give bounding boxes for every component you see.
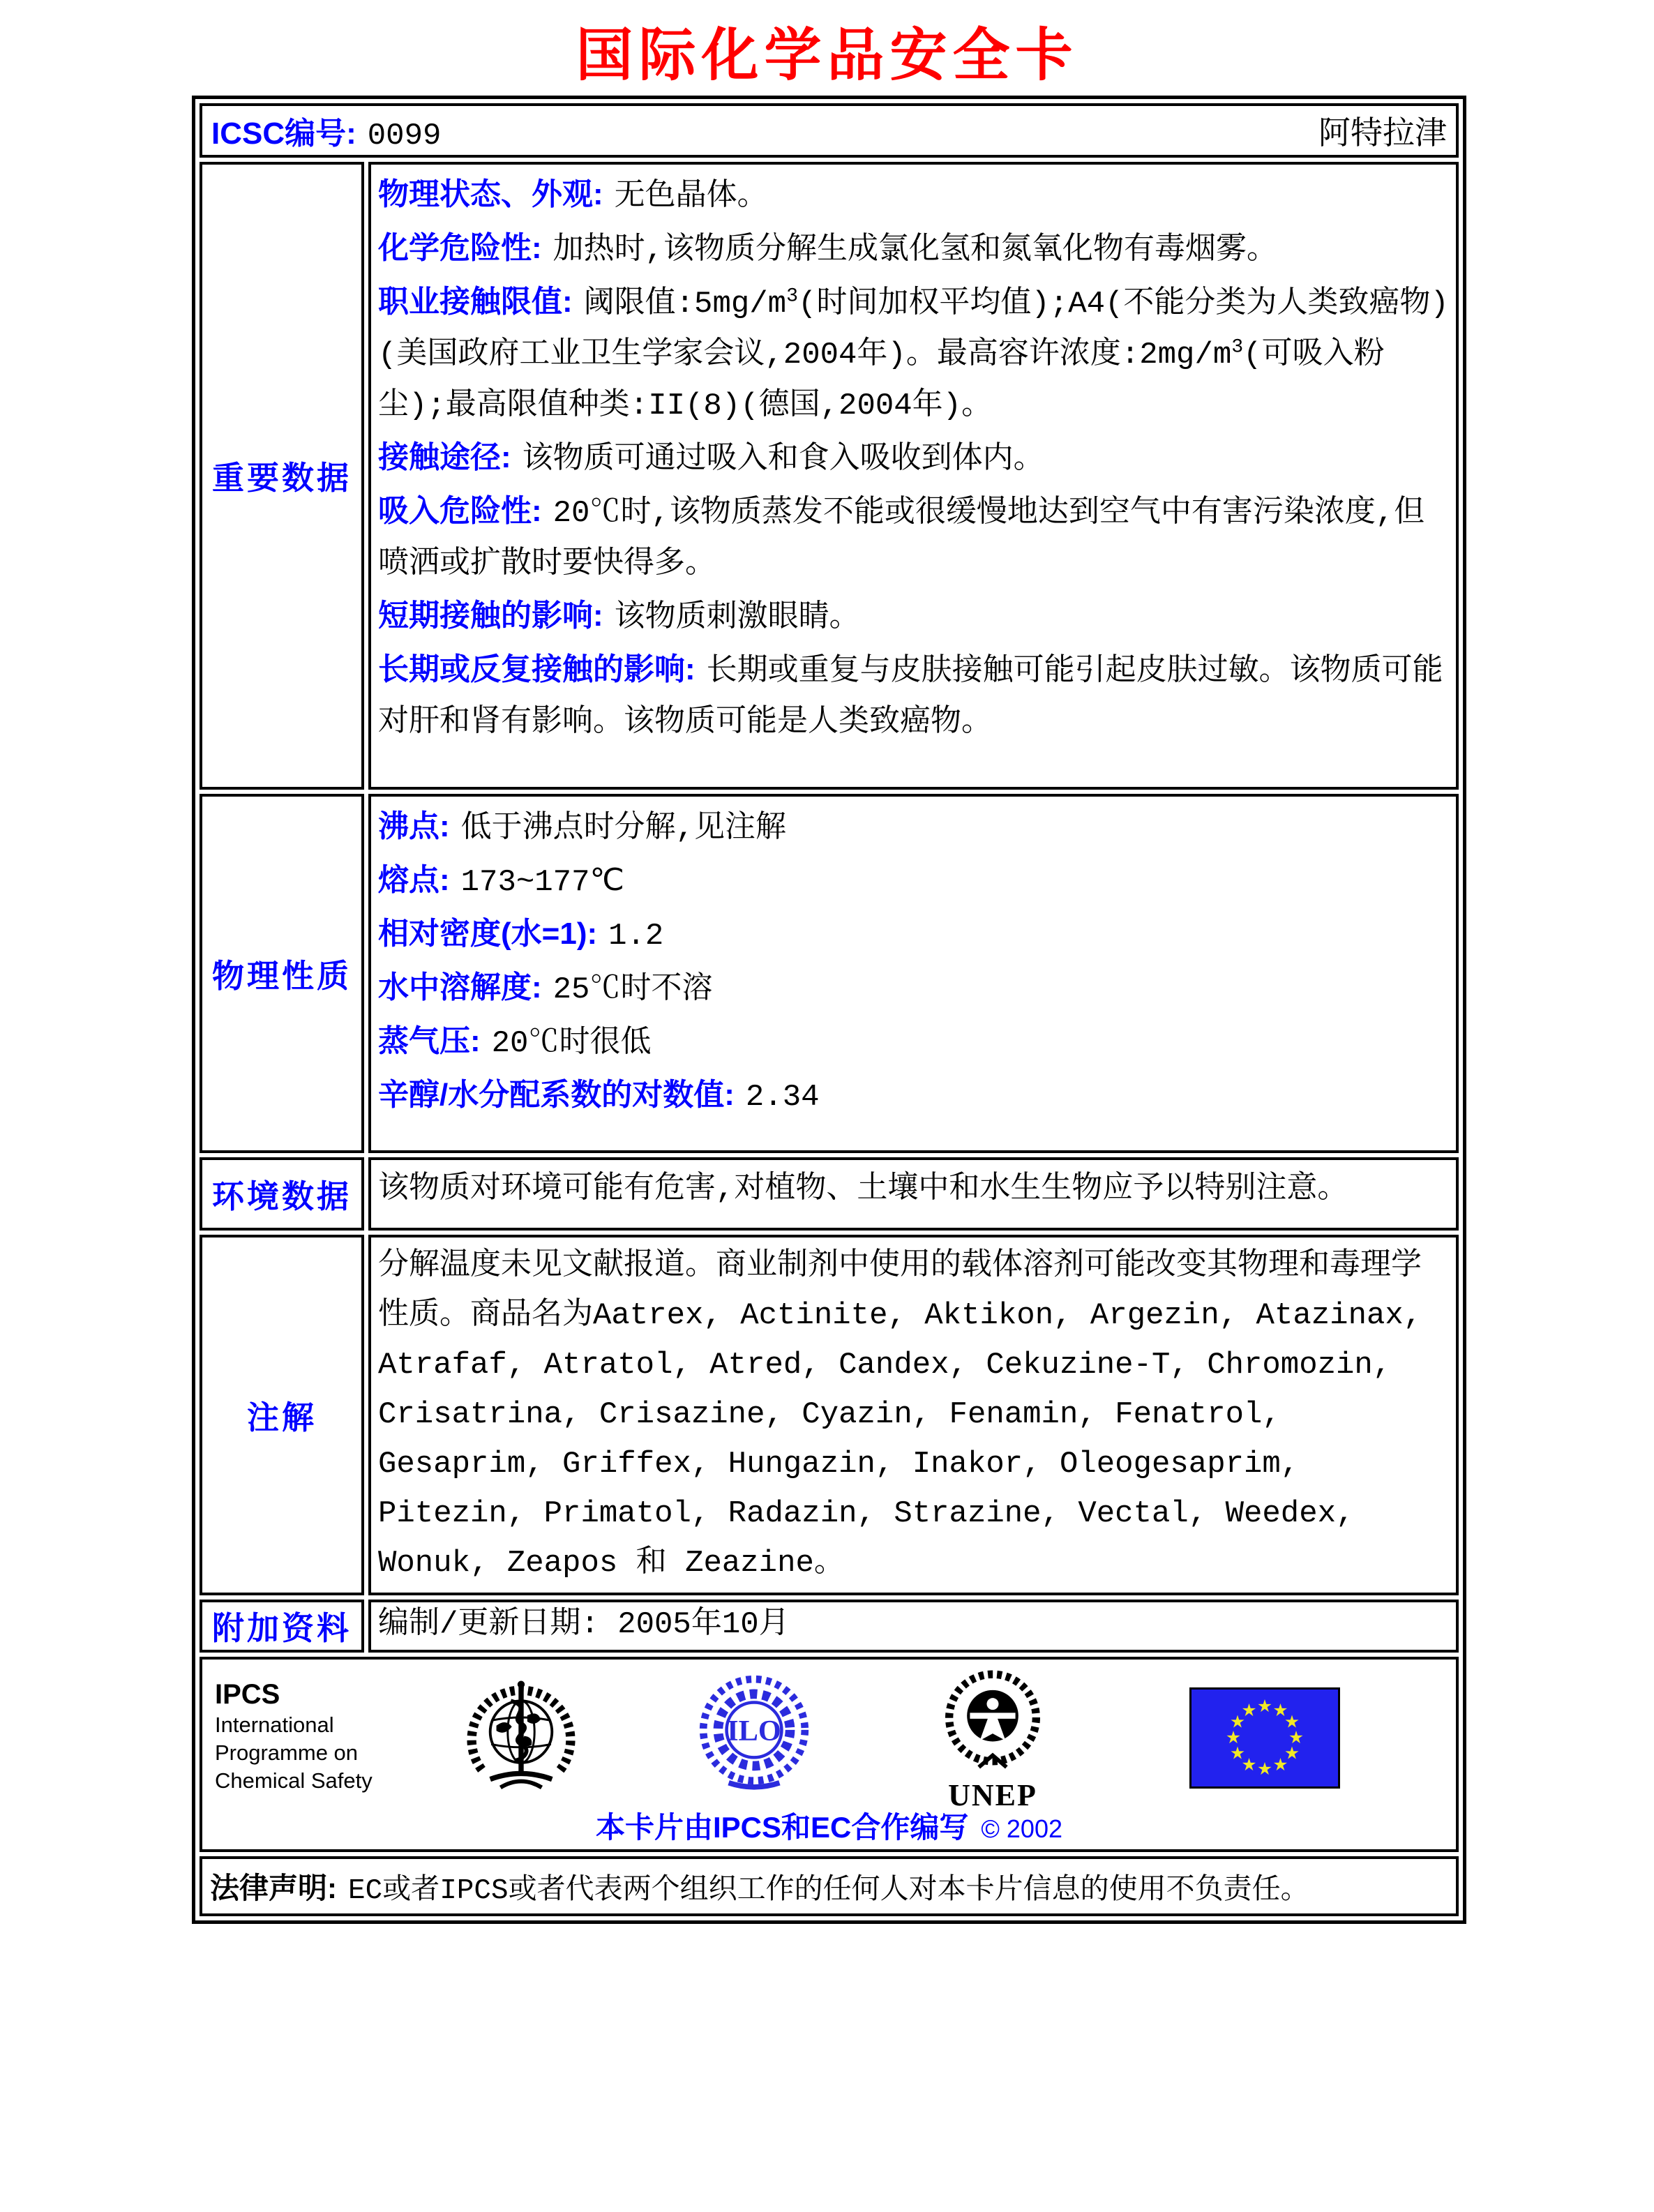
data-field	[378, 169, 1449, 223]
additional-info-label-cell	[200, 1600, 364, 1653]
additional-info-field-label: 编制/更新日期:	[378, 1607, 599, 1642]
ipcs-subtitle-line: Chemical Safety	[215, 1768, 373, 1793]
icsc-number-label: ICSC编号:	[211, 116, 356, 151]
field-label: 短期接触的影响:	[378, 599, 603, 633]
icsc-card-table	[192, 96, 1466, 1924]
legal-row	[200, 1856, 1459, 1916]
copyright-text: © 2002	[981, 1814, 1062, 1843]
important-data-label-cell	[200, 162, 364, 790]
legal-text: EC或者IPCS或者代表两个组织工作的任何人对本卡片信息的使用不负责任。	[348, 1875, 1309, 1907]
chemical-name: 阿特拉津	[1318, 115, 1447, 151]
field-value: 2.34	[745, 1080, 820, 1115]
additional-info-field-value: 2005年10月	[617, 1607, 790, 1642]
field-label: 水中溶解度:	[378, 970, 542, 1005]
legal-label: 法律声明:	[210, 1872, 337, 1904]
field-value: 20℃时,该物质蒸发不能或很缓慢地达到空气中有害污染浓度,但喷洒或扩散时要快得多。	[378, 496, 1425, 582]
ipcs-subtitle-line: Programme on	[215, 1740, 359, 1765]
logos-row	[200, 1657, 1459, 1852]
icsc-number-value: 0099	[367, 118, 442, 153]
icsc-number	[211, 108, 441, 153]
section-label-physical-properties: 物理性质	[212, 957, 352, 994]
header-cell	[200, 103, 1459, 158]
field-label: 辛醇/水分配系数的对数值:	[378, 1078, 735, 1112]
notes-content-cell	[368, 1235, 1459, 1595]
data-field	[378, 644, 1449, 748]
additional-info-row	[200, 1600, 1459, 1653]
data-field	[378, 276, 1449, 432]
physical-properties-row	[200, 794, 1459, 1153]
ipcs-subtitle-line: International	[215, 1713, 334, 1737]
data-field	[378, 962, 1449, 1016]
footer-caption	[202, 1805, 1456, 1846]
data-field	[378, 486, 1449, 590]
section-label-important-data: 重要数据	[212, 460, 352, 496]
who-icon	[459, 1672, 583, 1806]
field-label: 相对密度(水=1):	[378, 917, 598, 951]
section-label-additional-info: 附加资料	[212, 1610, 352, 1646]
environmental-data-content-cell	[368, 1157, 1459, 1231]
eu-flag-icon	[1189, 1687, 1340, 1789]
field-label: 长期或反复接触的影响:	[378, 652, 696, 686]
ipcs-block	[215, 1678, 373, 1795]
ilo-icon	[691, 1671, 818, 1798]
field-label: 吸入危险性:	[378, 494, 542, 528]
field-value: 1.2	[608, 919, 664, 954]
data-field	[378, 590, 1449, 644]
field-value: 25℃时不溶	[552, 972, 713, 1007]
data-field	[378, 1069, 1449, 1123]
field-value: 长期或重复与皮肤接触可能引起皮肤过敏。该物质可能对肝和肾有影响。该物质可能是人类致癌物。	[378, 654, 1443, 740]
field-value: 加热时,该物质分解生成氯化氢和氮氧化物有毒烟雾。	[552, 233, 1278, 268]
field-label: 职业接触限值:	[378, 285, 573, 319]
unep-icon	[933, 1668, 1052, 1813]
field-value: 该物质刺激眼睛。	[614, 601, 860, 635]
field-label: 物理状态、外观:	[378, 177, 603, 211]
field-value: 无色晶体。	[614, 179, 768, 214]
field-value: 173~177℃	[460, 865, 624, 900]
environmental-data-label-cell	[200, 1157, 364, 1231]
field-label: 蒸气压:	[378, 1024, 481, 1058]
environmental-text: 该物质对环境可能有危害,对植物、土壤中和水生生物应予以特别注意。	[378, 1172, 1348, 1207]
header-row	[200, 103, 1459, 158]
field-value: 该物质可通过吸入和食入吸收到体内。	[522, 442, 1044, 477]
section-label-environmental-data: 环境数据	[212, 1178, 352, 1214]
legal-cell	[200, 1856, 1459, 1916]
ipcs-name: IPCS	[215, 1679, 280, 1710]
physical-properties-label-cell	[200, 794, 364, 1153]
field-label: 接触途径:	[378, 440, 511, 474]
caption-text: 本卡片由IPCS和EC合作编写	[596, 1811, 969, 1844]
data-field	[378, 223, 1449, 276]
data-field	[378, 432, 1449, 486]
notes-text: 分解温度未见文献报道。商业制剂中使用的载体溶剂可能改变其物理和毒理学性质。商品名为Aatrex, Actinite, Aktikon, Argezin, Atazinax, Atrafaf, Atratol, Atred, Candex, Cekuzine-T, Chromozin, Crisatrina, Crisazine, Cyazin, Fenamin, Fenatrol, Gesaprim, Griffex, Hungazin, Inakor, Oleogesaprim, Pitezin, Primatol, Radazin, Strazine, Vectal, Weedex, Wonuk, Zeapos 和 Zeazine。	[378, 1249, 1422, 1581]
field-label: 沸点:	[378, 809, 450, 843]
field-label: 化学危险性:	[378, 231, 542, 265]
field-label: 熔点:	[378, 863, 450, 897]
additional-info-content-cell	[368, 1600, 1459, 1653]
data-field	[378, 801, 1449, 855]
field-value: 20℃时很低	[491, 1026, 652, 1061]
physical-properties-content-cell	[368, 794, 1459, 1153]
logos-cell	[200, 1657, 1459, 1852]
notes-label-cell	[200, 1235, 364, 1595]
environmental-data-row	[200, 1157, 1459, 1231]
data-field	[378, 855, 1449, 908]
important-data-row	[200, 162, 1459, 790]
unep-wordmark: UNEP	[948, 1778, 1037, 1812]
ilo-wordmark: ILO	[727, 1715, 781, 1748]
data-field	[378, 1016, 1449, 1069]
section-label-notes: 注解	[247, 1399, 317, 1436]
notes-row	[200, 1235, 1459, 1595]
data-field	[378, 908, 1449, 962]
field-value: 阈限值$:5mg/m^3$(时间加权平均值);A4(不能分类为人类致癌物)(美国政府工业卫生学家会议,2004年)。最高容许浓度$:2mg/m^3$(可吸入粉尘);最高限值种类:II(8)(德国,2004年)。	[378, 285, 1449, 423]
field-value: 低于沸点时分解,见注解	[460, 811, 787, 846]
important-data-content-cell	[368, 162, 1459, 790]
page-title: 国际化学品安全卡	[576, 22, 1078, 89]
